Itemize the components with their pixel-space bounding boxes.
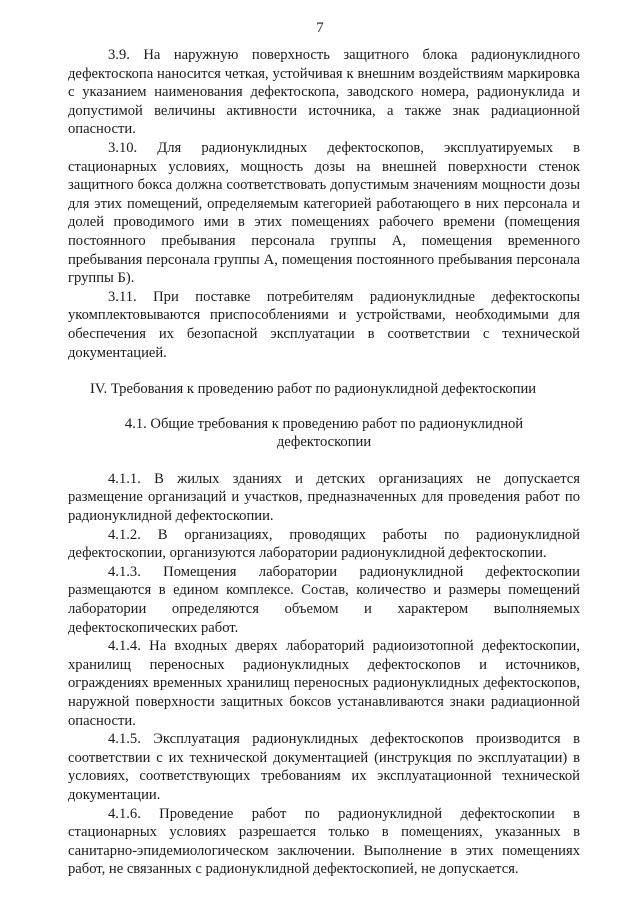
paragraph-4-1-6: 4.1.6. Проведение работ по радионуклидной дефектоскопии в стационарных условиях разрешается только в помещениях, указанных в санитарно-эпидемиологическом заключении. Выполнение в этих помещениях работ, не связанных с радионуклидной дефектоскопией, не допускается. (68, 805, 580, 878)
paragraph-4-1-2: 4.1.2. В организациях, проводящих работы по радионуклидной дефектоскопии, организуются лаборатории радионуклидной дефектоскопии. (68, 526, 580, 562)
document-body (68, 46, 580, 879)
subsection-heading: 4.1. Общие требования к проведению работ по радионуклидной дефектоскопии (124, 415, 524, 451)
paragraph-4-1-4: 4.1.4. На входных дверях лабораторий радиоизотопной дефектоскопии, хранилищ переносных радионуклидных дефектоскопов и источников, ограждениях временных хранилищ переносных радионуклидных дефектоскопов, наружной поверхности защитных боксов устанавливаются знаки радиационной опасности. (68, 638, 580, 729)
spacer (68, 399, 580, 415)
page-number: 7 (316, 20, 324, 36)
paragraph-3-10: 3.10. Для радионуклидных дефектоскопов, эксплуатируемых в стационарных условиях, мощность дозы на внешней поверхности стенок защитного бокса должна соответствовать допустимым значениям мощности дозы для этих помещений, определяемым категорией работающего в них персонала и долей проводимого ими в этих помещениях рабочего времени (помещения постоянного пребывания персонала группы А, помещения временного пребывания персонала группы А, помещения постоянного пребывания персонала группы Б). (68, 139, 580, 287)
paragraph-4-1-1: 4.1.1. В жилых зданиях и детских организациях не допускается размещение организаций и участков, предназначенных для проведения работ по радионуклидной дефектоскопии. (68, 470, 580, 525)
paragraph-4-1-5: 4.1.5. Эксплуатация радионуклидных дефектоскопов производится в соответствии с их технической документацией (инструкция по эксплуатации) в условиях, соответствующих требованиям их эксплуатационной технической документации. (68, 731, 580, 803)
paragraph-4-1-3: 4.1.3. Помещения лаборатории радионуклидной дефектоскопии размещаются в едином комплексе. Состав, количество и размеры помещений лаборатории определяются объемом и характером выполняемых дефектоскопических работ. (68, 563, 580, 636)
paragraph-3-11: 3.11. При поставке потребителям радионуклидные дефектоскопы укомплектовываются приспособлениями и устройствами, необходимыми для обеспечения их безопасной эксплуатации в соответствии с технической документацией. (68, 288, 580, 361)
section-heading: IV. Требования к проведению работ по радионуклидной дефектоскопии (90, 381, 537, 398)
paragraph-3-9: 3.9. На наружную поверхность защитного блока радионуклидного дефектоскопа наносится четкая, устойчивая к внешним воздействиям маркировка с указанием наименования дефектоскопа, заводского номера, радионуклида и допустимой величины активности источника, а также знак радиационной опасности. (68, 47, 580, 138)
spacer (68, 452, 580, 470)
spacer (68, 362, 580, 380)
